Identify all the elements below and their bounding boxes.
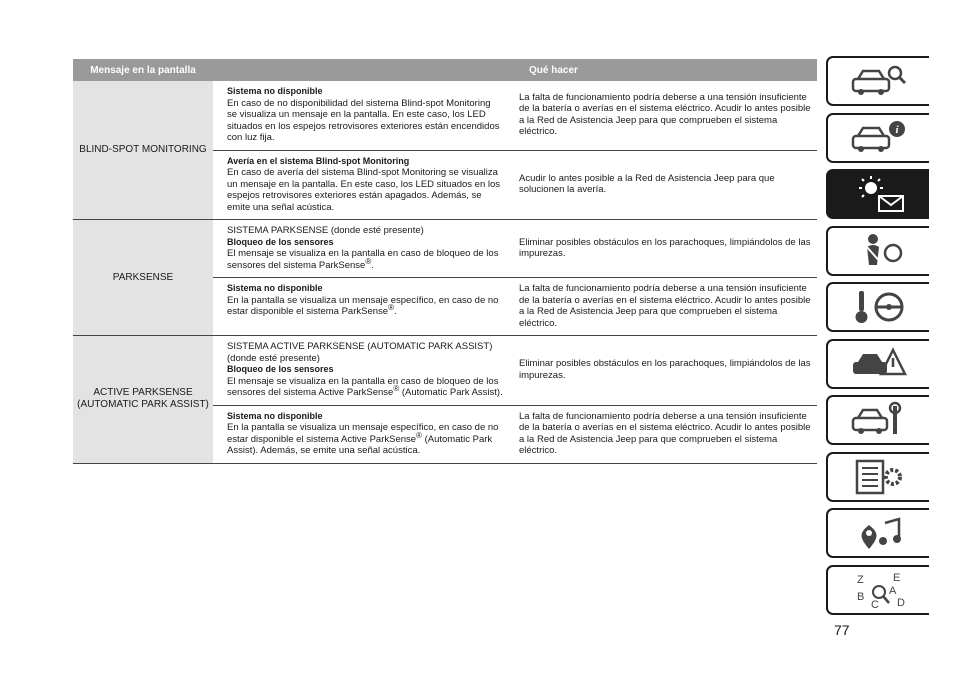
header-action: Qué hacer [529,64,578,76]
message-cell [213,81,509,150]
table-row [213,277,817,335]
action-cell: Eliminar posibles obstáculos en los parachoques, limpiándolos de las impurezas. [519,358,811,381]
group-label: ACTIVE PARKSENSE (AUTOMATIC PARK ASSIST) [73,336,213,463]
table-header [73,59,817,81]
car-search-icon [849,61,909,101]
message-cell [213,151,509,220]
message-text: El mensaje se visualiza en la pantalla en caso de bloqueo de los sensores del sistema ParkSense®. [227,248,499,271]
message-text: En la pantalla se visualiza un mensaje específico, en caso de no estar disponible el sistema ParkSense®. [227,294,499,317]
svg-text:i: i [894,123,899,136]
specifications-icon [849,457,909,497]
page-number: 77 [834,622,850,638]
message-cell [213,278,509,335]
warning-light-message-icon [849,174,909,214]
group-label: PARKSENSE [73,220,213,335]
tab-index[interactable] [826,565,929,615]
action-cell: Eliminar posibles obstáculos en los parachoques, limpiándolos de las impurezas. [519,236,811,259]
tab-dashboard[interactable] [826,113,929,163]
registered-mark: ® [393,383,400,393]
car-service-icon [849,400,909,440]
message-cell [213,220,509,277]
message-text: En caso de avería del sistema Blind-spot Monitoring se visualiza un mensaje en la pantalla. En este caso, los LED situados en los espejos retrovisores exteriores están apagados. Además, se emite una señal acústica. [227,167,501,213]
table-group-blind-spot [73,81,817,220]
airbag-seatbelt-icon [849,231,909,271]
message-title: Bloqueo de los sensores [227,236,334,247]
action-cell: La falta de funcionamiento podría deberse a una tensión insuficiente de la batería o averías en el sistema eléctrico. Acudir lo antes posible a la Red de Asistencia Jeep para que comprueben el sistema eléctrico. [519,283,811,329]
chapter-tabs [826,56,929,621]
table-row [213,336,817,405]
index-letter: E [892,571,900,584]
car-emergency-icon [849,344,909,384]
registered-mark: ® [365,256,372,266]
index-icon [849,570,909,610]
index-letter: D [896,596,905,609]
index-letter: A [888,584,896,597]
message-preface: SISTEMA ACTIVE PARKSENSE (AUTOMATIC PARK ASSIST) (donde esté presente) [227,341,493,364]
key-steering-wheel-icon [849,287,909,327]
tab-maintenance[interactable] [826,395,929,445]
tab-knowing-vehicle[interactable] [826,56,929,106]
table-group-active-parksense [73,336,817,464]
multimedia-icon [849,513,909,553]
action-cell: La falta de funcionamiento podría deberse a una tensión insuficiente de la batería o averías en el sistema eléctrico. Acudir lo antes posible a la Red de Asistencia Jeep para que comprueben el sistema eléctrico. [519,91,811,138]
table-row [213,81,817,150]
message-title: Avería en el sistema Blind-spot Monitoring [227,155,410,166]
index-letter: Z [856,573,864,586]
table-group-parksense [73,220,817,336]
message-text: El mensaje se visualiza en la pantalla en caso de bloqueo de los sensores del sistema Active ParkSense® (Automatic Park Assist). [227,375,503,398]
action-cell: La falta de funcionamiento podría deberse a una tensión insuficiente de la batería o averías en el sistema eléctrico. Acudir lo antes posible a la Red de Asistencia Jeep para que comprueben el sistema eléctrico. [519,410,811,456]
index-letter: C [870,598,879,610]
index-letter: B [856,590,864,603]
message-title: Sistema no disponible [227,410,323,421]
registered-mark: ® [416,430,422,440]
tab-technical-data[interactable] [826,452,929,502]
registered-mark: ® [388,302,394,312]
message-text: En la pantalla se visualiza un mensaje específico, en caso de no estar disponible el sistema Active ParkSense® (Automatic Park Assist). Además, se emite una señal acústica. [227,422,499,456]
message-preface: SISTEMA PARKSENSE (donde esté presente) [227,225,424,236]
tab-emergency[interactable] [826,339,929,389]
tab-safety[interactable] [826,226,929,276]
group-label: BLIND-SPOT MONITORING [73,81,213,219]
message-text: En caso de no disponibilidad del sistema Blind-spot Monitoring se visualiza un mensaje en la pantalla. En este caso, los LED situados en los espejos retrovisores exteriores están encendidos con luz fija. [227,97,500,143]
table-row [213,150,817,220]
tab-starting-driving[interactable] [826,282,929,332]
car-info-icon [849,118,909,158]
message-title: Sistema no disponible [227,86,323,96]
message-cell [213,336,509,405]
tab-multimedia[interactable] [826,508,929,558]
info-table [73,59,817,464]
table-row [213,220,817,277]
tab-warnings[interactable] [826,169,929,219]
message-cell [213,406,509,463]
action-cell: Acudir lo antes posible a la Red de Asistencia Jeep para que solucionen la avería. [519,172,775,196]
message-title: Sistema no disponible [227,283,323,293]
message-title: Bloqueo de los sensores [227,364,334,374]
header-message: Mensaje en la pantalla [90,64,196,76]
table-row [213,405,817,463]
